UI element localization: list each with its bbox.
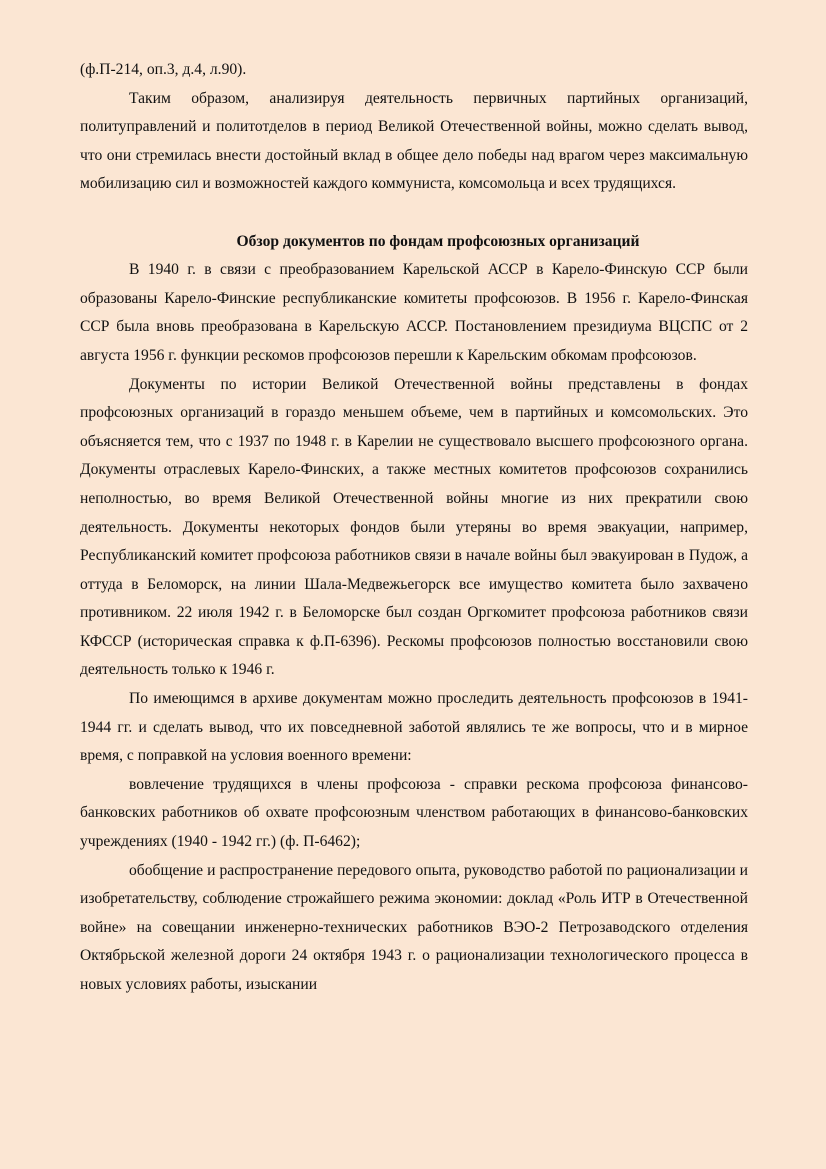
conclusion-paragraph: Таким образом, анализируя деятельность первичных партийных организаций, политуправлений и политотделов в период Великой Отечественной войны, можно сделать вывод, что они стремилась внести достойный вклад в общее дело победы над врагом через максимальную мобилизацию сил и возможностей каждого коммуниста, комсомольца и всех трудящихся. (80, 89, 748, 193)
document-page (80, 56, 748, 1000)
list-item-membership: вовлечение трудящихся в члены профсоюза - справки рескома профсоюза финансово-банковских работников об охвате профсоюзным членством работающих в финансово-банковских учреждениях (1940 - 1942 гг.) (ф. П-6462); (80, 775, 748, 851)
section-gap (80, 199, 748, 228)
section-heading: Обзор документов по фондам профсоюзных организаций (236, 232, 640, 250)
paragraph-1940-committees: В 1940 г. в связи с преобразованием Карельской АССР в Карело-Финскую ССР были образованы Карело-Финские республиканские комитеты профсоюзов. В 1956 г. Карело-Финская ССР была вновь преобразована в Карельскую АССР. Постановлением президиума ВЦСПС от 2 августа 1956 г. функции рескомов профсоюзов перешли к Карельским обкомам профсоюзов. (80, 261, 748, 364)
paragraph-activity-1941-1944: По имеющимся в архиве документам можно проследить деятельность профсоюзов в 1941-1944 гг. и сделать вывод, что их повседневной заботой являлись те же вопросы, что и в мирное время, с поправкой на условия военного времени: (80, 690, 748, 765)
paragraph-documents-history: Документы по истории Великой Отечественной войны представлены в фондах профсоюзных организаций в гораздо меньшем объеме, чем в партийных и комсомольских. Это объясняется тем, что с 1937 по 1948 г. в Карелии не существовало высшего профсоюзного органа. Документы отраслевых Карело-Финских, а также местных комитетов профсоюзов сохранились неполностью, во время Великой Отечественной войны многие из них прекратили свою деятельность. Документы некоторых фондов были утеряны во время эвакуации, например, Республиканский комитет профсоюза работников связи в начале войны был эвакуирован в Пудож, а оттуда в Беломорск, на линии Шала-Медвежьегорск все имущество комитета было захвачено противником. 22 июля 1942 г. в Беломорске был создан Оргкомитет профсоюза работников связи КФССР (историческая справка к ф.П-6396). Рескомы профсоюзов полностью восстановили свою деятельность только к 1946 г. (80, 375, 748, 679)
archive-reference: (ф.П-214, оп.3, д.4, л.90). (80, 61, 247, 78)
list-item-best-practices: обобщение и распространение передового опыта, руководство работой по рационализации и изобретательству, соблюдение строжайшего режима экономии: доклад «Роль ИТР в Отечественной войне» на совещании инженерно-технических работников ВЭО-2 Петрозаводского отделения Октябрьской железной дороги 24 октября 1943 г. о рационализации технологического процесса в новых условиях работы, изыскании (80, 861, 748, 993)
